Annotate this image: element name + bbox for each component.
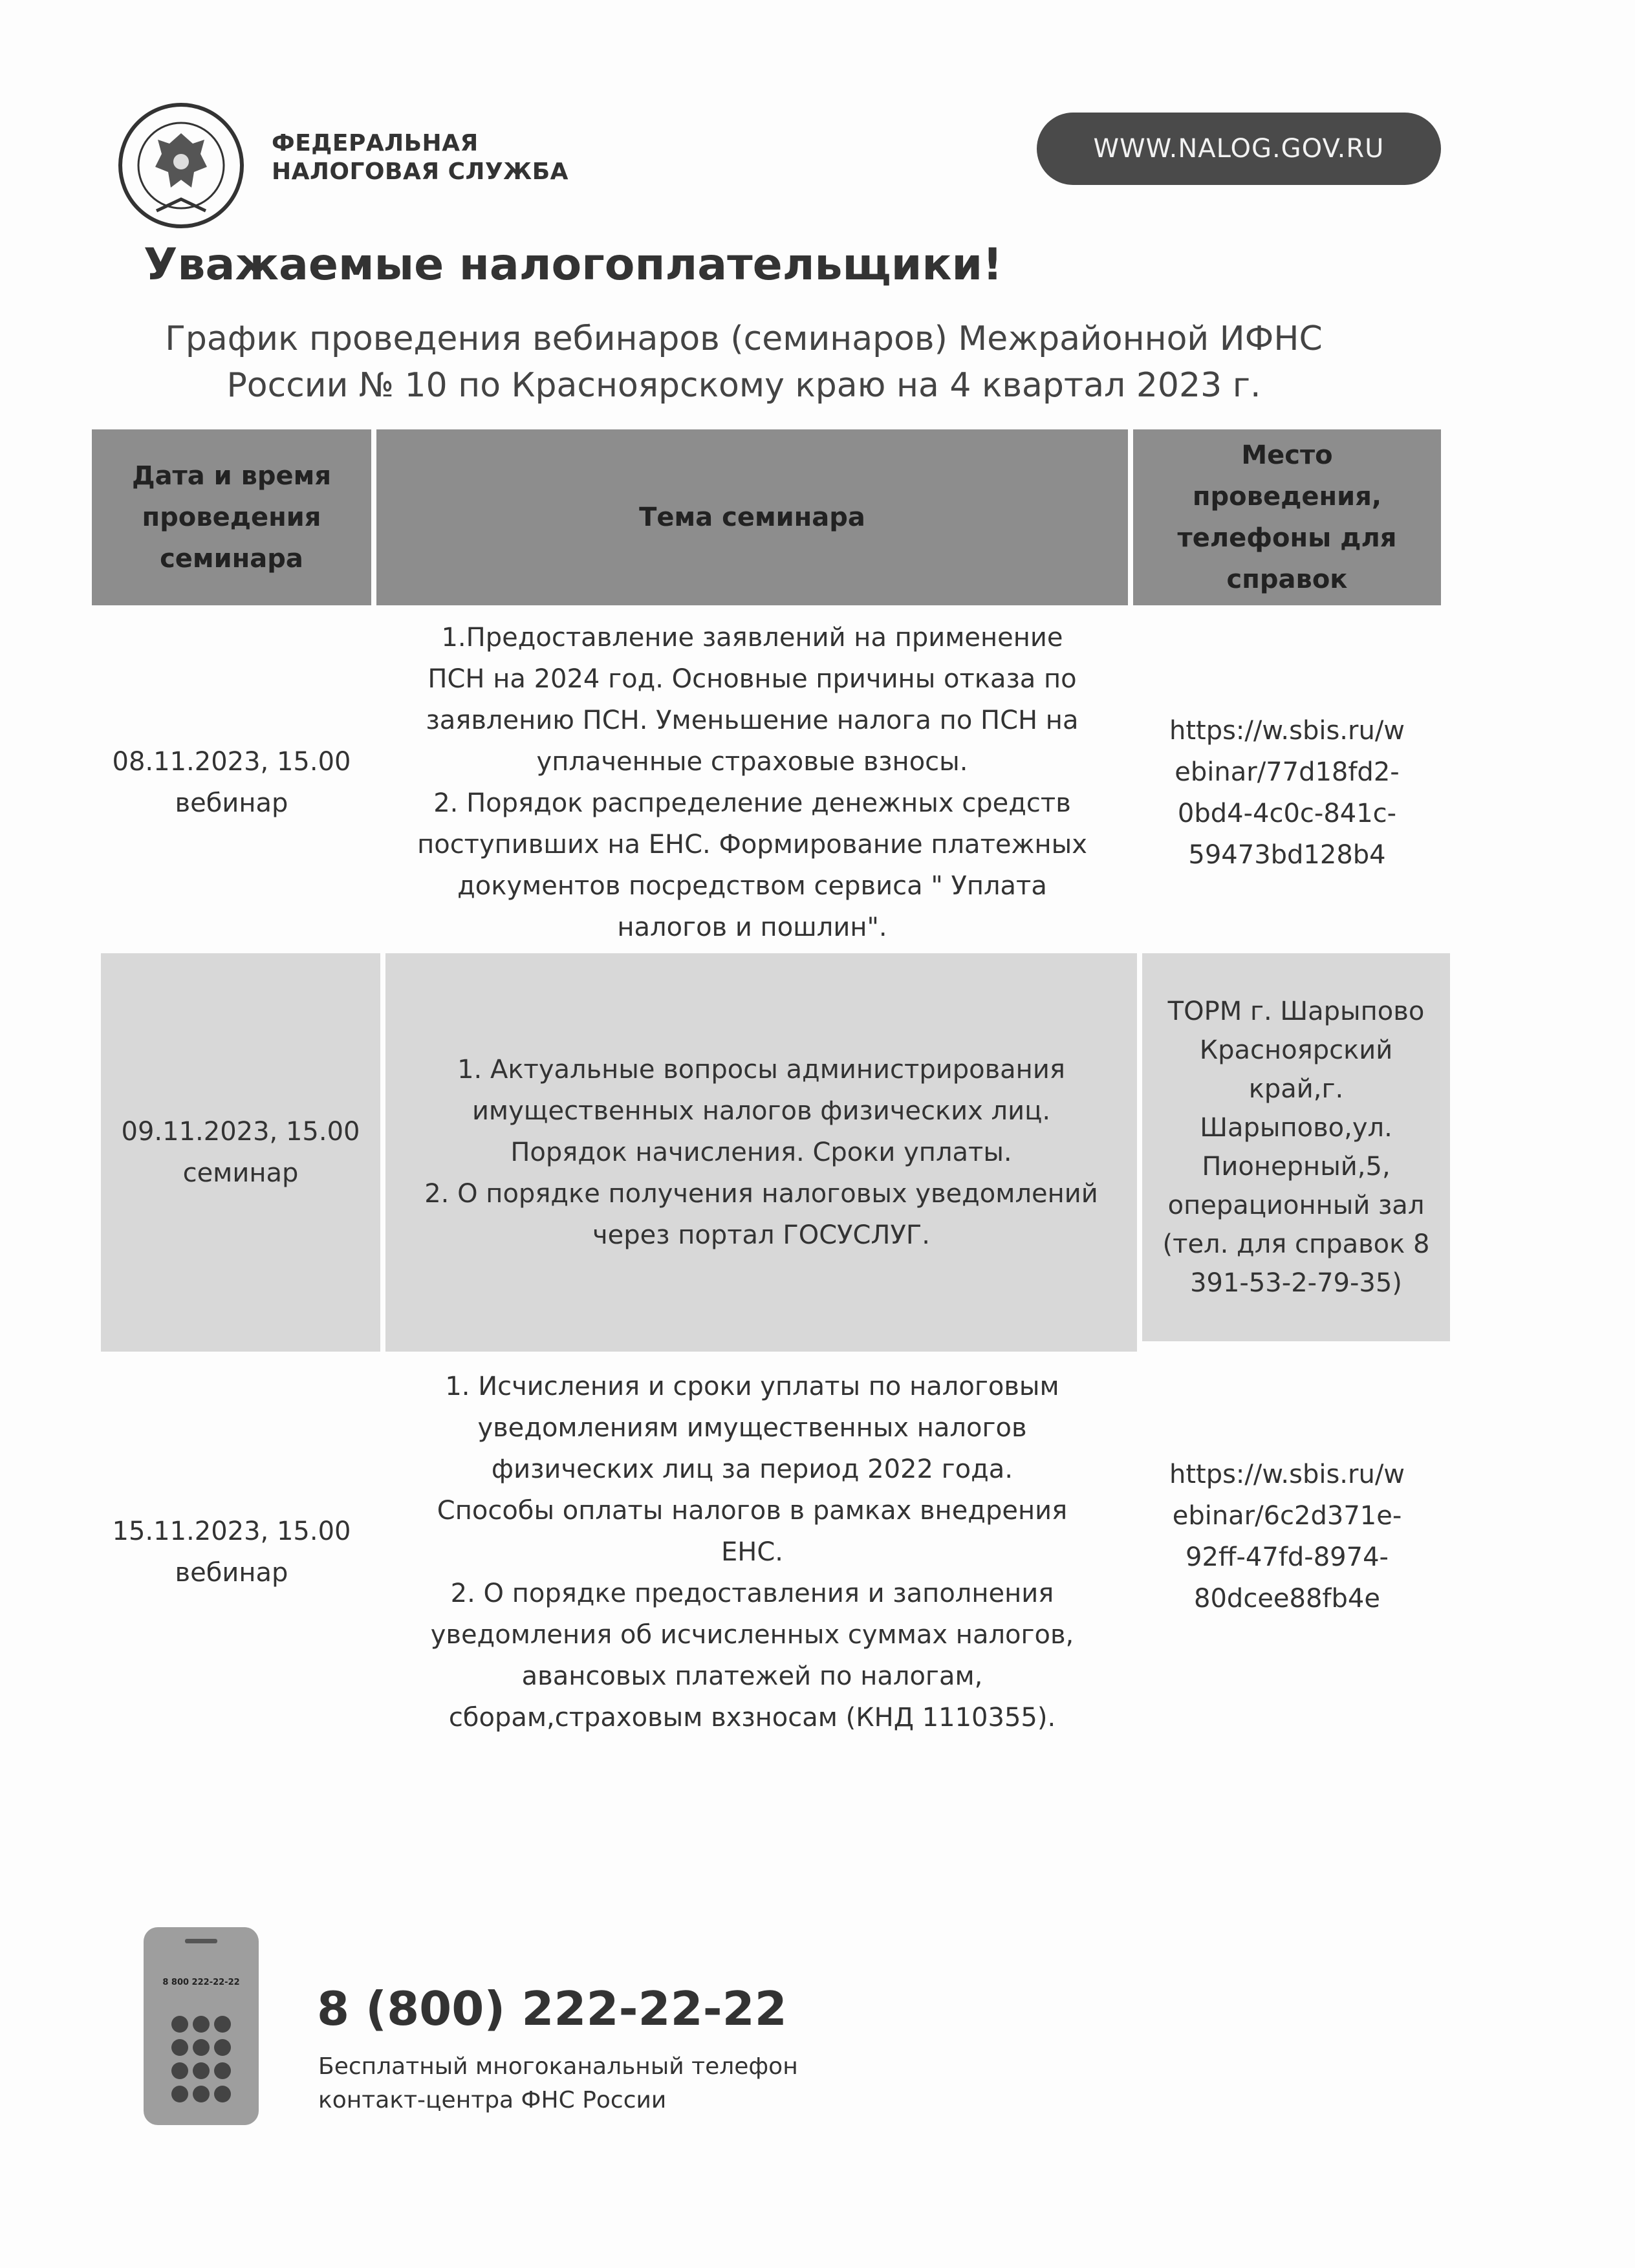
row1-topic: 1.Предоставление заявлений на применение ПСН на 2024 год. Основные причины отказа по заявлению ПСН. Уменьшение налога по ПСН на уплаченные страховые взносы. 2. Порядок распределение денежных средств поступивших на ЕНС. Формирование платежных документов посредством сервиса " Уплата налогов и пошлин". (417, 623, 1087, 942)
page-title: Уважаемые налогоплательщики! (144, 239, 1003, 290)
row3-place-link[interactable]: https://w.sbis.ru/w ebinar/6c2d371e- 92ff-47fd-8974- 80dcee88fb4e (1169, 1460, 1405, 1614)
website-link[interactable]: WWW.NALOG.GOV.RU (1037, 113, 1441, 185)
hotline-desc-line1: Бесплатный многоканальный телефон (318, 2053, 798, 2080)
org-name-line2: НАЛОГОВАЯ СЛУЖБА (272, 158, 569, 185)
phone-screen-text: 8 800 222-22-22 (162, 1978, 240, 1987)
header-topic: Тема семинара (376, 429, 1128, 605)
row3-date: 15.11.2023, 15.00 вебинар (112, 1517, 351, 1588)
row2-date: 09.11.2023, 15.00 семинар (101, 953, 380, 1352)
row2-topic: 1. Актуальные вопросы администрирования имущественных налогов физических лиц. Порядок начисления. Сроки уплаты. 2. О порядке получения налоговых уведомлений через портал ГОСУСЛУГ. (385, 953, 1137, 1352)
fns-emblem-icon (118, 102, 244, 229)
row1-place-link[interactable]: https://w.sbis.ru/w ebinar/77d18fd2- 0bd4-4c0c-841c- 59473bd128b4 (1169, 716, 1405, 870)
page-subtitle (97, 316, 1391, 409)
org-name (272, 129, 568, 186)
org-name-line1: ФЕДЕРАЛЬНАЯ (272, 130, 479, 157)
row2-place: ТОРМ г. Шарыпово Красноярский край,г. Шарыпово,ул. Пионерный,5, операционный зал (тел. для справок 8 391-53-2-79-35) (1142, 953, 1450, 1341)
row1-date: 08.11.2023, 15.00 вебинар (112, 747, 351, 818)
hotline-number[interactable]: 8 (800) 222-22-22 (317, 1982, 787, 2036)
hotline-desc-line2: контакт-центра ФНС России (318, 2087, 667, 2113)
row3-topic: 1. Исчисления и сроки уплаты по налоговым уведомлениям имущественных налогов физических лиц за период 2022 года. Способы оплаты налогов в рамках внедрения ЕНС. 2. О порядке предоставления и заполнения уведомления об исчисленных суммах налогов, авансовых платежей по налогам, сборам,страховым вхзносам (КНД 1110355). (430, 1372, 1074, 1733)
hotline-description (318, 2050, 798, 2117)
subtitle-line1: График проведения вебинаров (семинаров) Межрайонной ИФНС (165, 319, 1323, 358)
phone-icon (144, 1927, 259, 2125)
subtitle-line2: России № 10 по Красноярскому краю на 4 квартал 2023 г. (226, 366, 1261, 405)
header-date: Дата и время проведения семинара (92, 429, 371, 605)
header-place: Место проведения, телефоны для справок (1133, 429, 1441, 605)
